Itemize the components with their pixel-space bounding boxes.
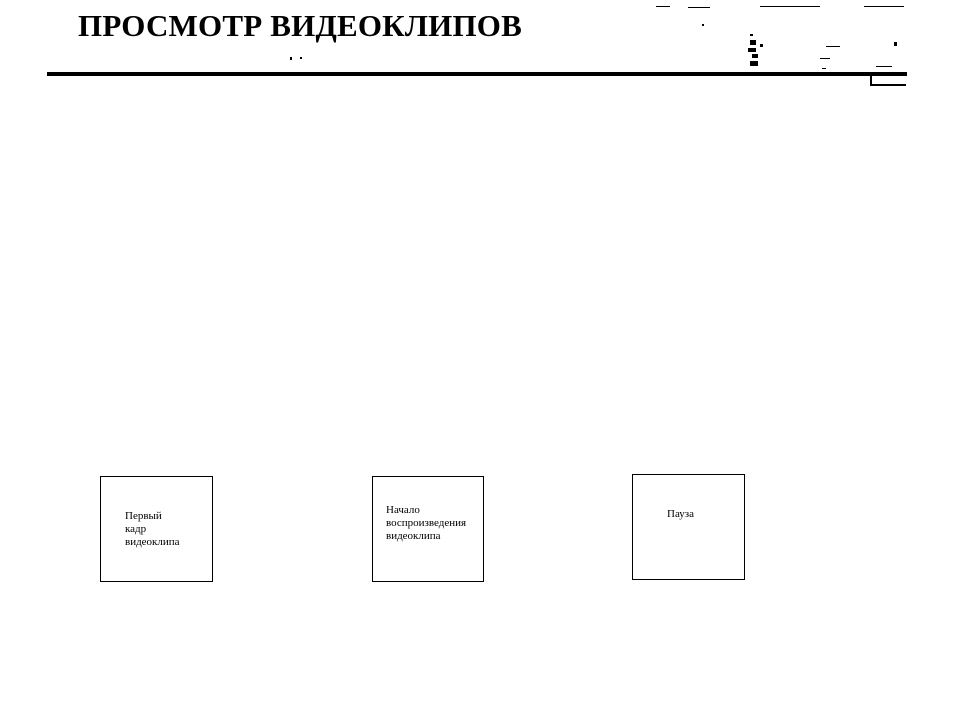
- pause-box: [632, 474, 745, 580]
- first-frame-label: Первый кадр видеоклипа: [125, 510, 180, 548]
- scan-speck: [290, 57, 292, 60]
- pause-label: Пауза: [667, 508, 694, 520]
- corner-mark: [870, 76, 906, 86]
- header-scan-artifacts: [650, 4, 908, 72]
- playback-start-label: Начало воспроизведения видеоклипа: [386, 504, 467, 542]
- page-title: ПРОСМОТР ВИДЕОКЛИПОВ: [78, 8, 522, 43]
- first-frame-box: [100, 476, 213, 582]
- scan-speck: [300, 57, 302, 59]
- title-divider: [47, 72, 907, 76]
- playback-start-box: [372, 476, 484, 582]
